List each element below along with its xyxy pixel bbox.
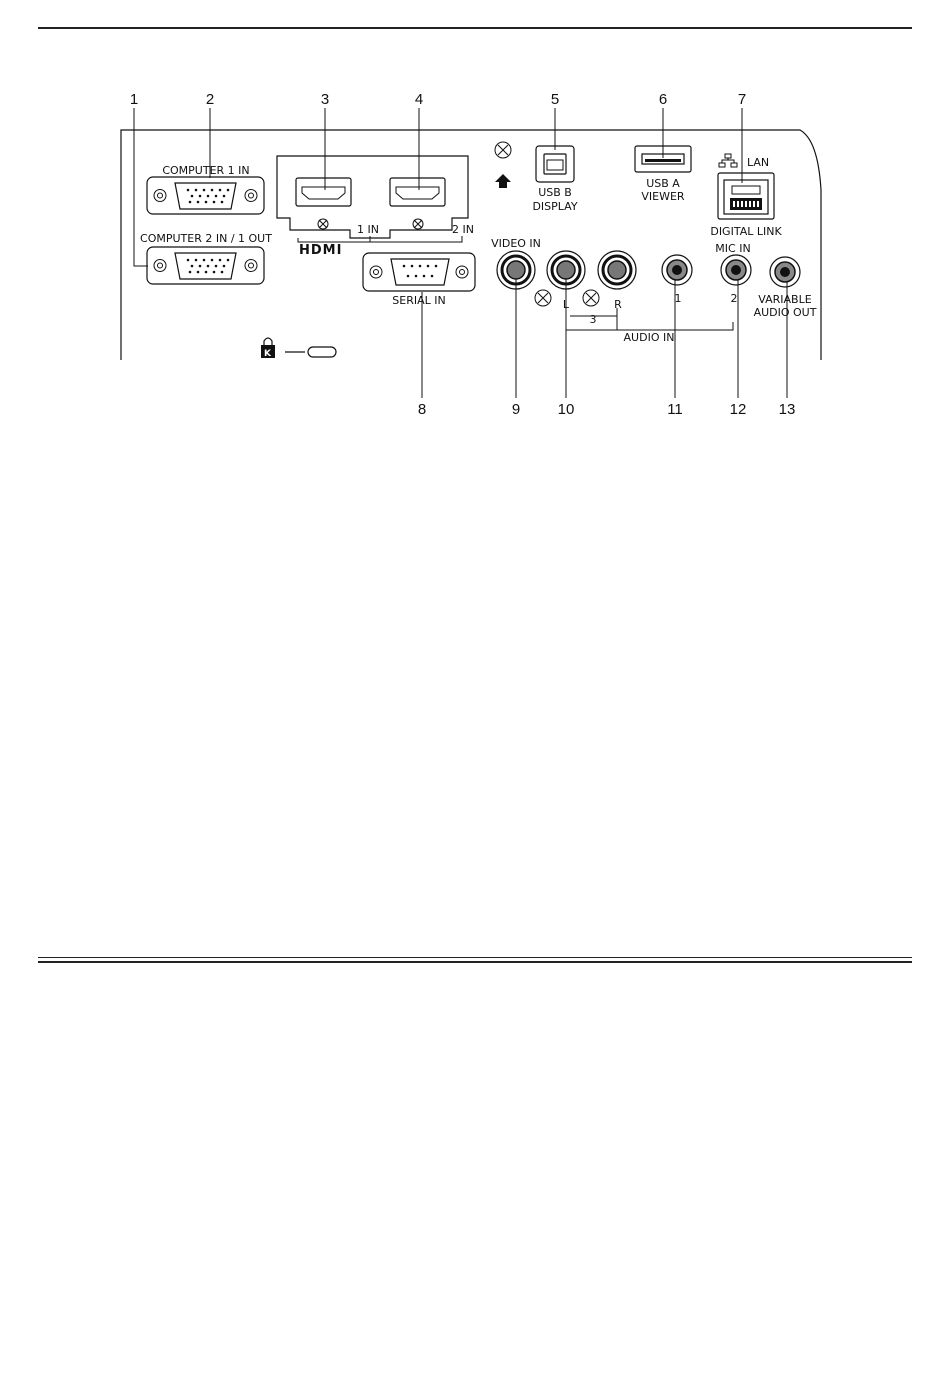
hdmi-1-in-label: 1 IN — [357, 223, 379, 236]
audio-r-label: R — [614, 298, 622, 311]
callout-8: 8 — [417, 401, 427, 418]
callout-4: 4 — [414, 91, 424, 108]
callout-12: 12 — [729, 401, 747, 418]
audio-in-3-label: 3 — [589, 313, 597, 326]
audio-in-1-port — [662, 255, 692, 305]
kensington-lock-icon — [261, 338, 275, 359]
callout-3: 3 — [320, 91, 330, 108]
hdmi-logo: HDMI — [299, 243, 343, 258]
usb-a-label: USB A — [646, 177, 680, 190]
mic-in-audio-in-2-port — [715, 242, 751, 305]
callout-2: 2 — [205, 91, 215, 108]
mic-in-label: MIC IN — [715, 242, 751, 255]
callout-11: 11 — [667, 401, 683, 418]
video-in-label: VIDEO IN — [491, 237, 541, 250]
usb-a-viewer-port — [635, 146, 691, 203]
hdmi-ports — [277, 156, 474, 258]
digital-link-label: DIGITAL LINK — [710, 225, 782, 238]
callout-7: 7 — [737, 91, 747, 108]
callout-6: 6 — [658, 91, 668, 108]
lan-digital-link-port — [710, 154, 782, 238]
audio-l-label: L — [562, 298, 570, 311]
hdmi-2-in-label: 2 IN — [452, 223, 474, 236]
svg-text:K: K — [264, 349, 271, 359]
case-screw — [495, 142, 511, 158]
audio-in-1-label: 1 — [674, 292, 682, 305]
audio-out-label: AUDIO OUT — [753, 306, 817, 319]
up-arrow-icon — [495, 174, 511, 188]
lan-label: LAN — [747, 156, 770, 169]
computer-1-in-port — [147, 164, 264, 214]
computer-2-in-1-out-port — [140, 232, 272, 284]
computer-1-in-label: COMPUTER 1 IN — [162, 164, 250, 177]
audio-in-2-label: 2 — [730, 292, 738, 305]
usb-b-display-label: DISPLAY — [532, 200, 578, 213]
security-lock-slot — [261, 338, 336, 359]
callout-9: 9 — [511, 401, 521, 418]
usb-b-display-port — [532, 146, 577, 213]
network-icon — [719, 154, 737, 167]
serial-in-label: SERIAL IN — [392, 294, 446, 307]
usb-b-label: USB B — [538, 186, 572, 199]
variable-audio-out-port — [754, 257, 817, 319]
audio-in-3-lr-ports — [535, 251, 636, 326]
callout-5: 5 — [550, 91, 560, 108]
usb-a-viewer-label: VIEWER — [641, 190, 685, 203]
computer-2-in-1-out-label: COMPUTER 2 IN / 1 OUT — [140, 232, 272, 245]
callout-1: 1 — [129, 91, 139, 108]
audio-in-label: AUDIO IN — [623, 331, 675, 344]
callout-10: 10 — [557, 401, 575, 418]
callout-13: 13 — [778, 401, 796, 418]
variable-label: VARIABLE — [758, 293, 812, 306]
serial-in-port — [363, 253, 475, 307]
